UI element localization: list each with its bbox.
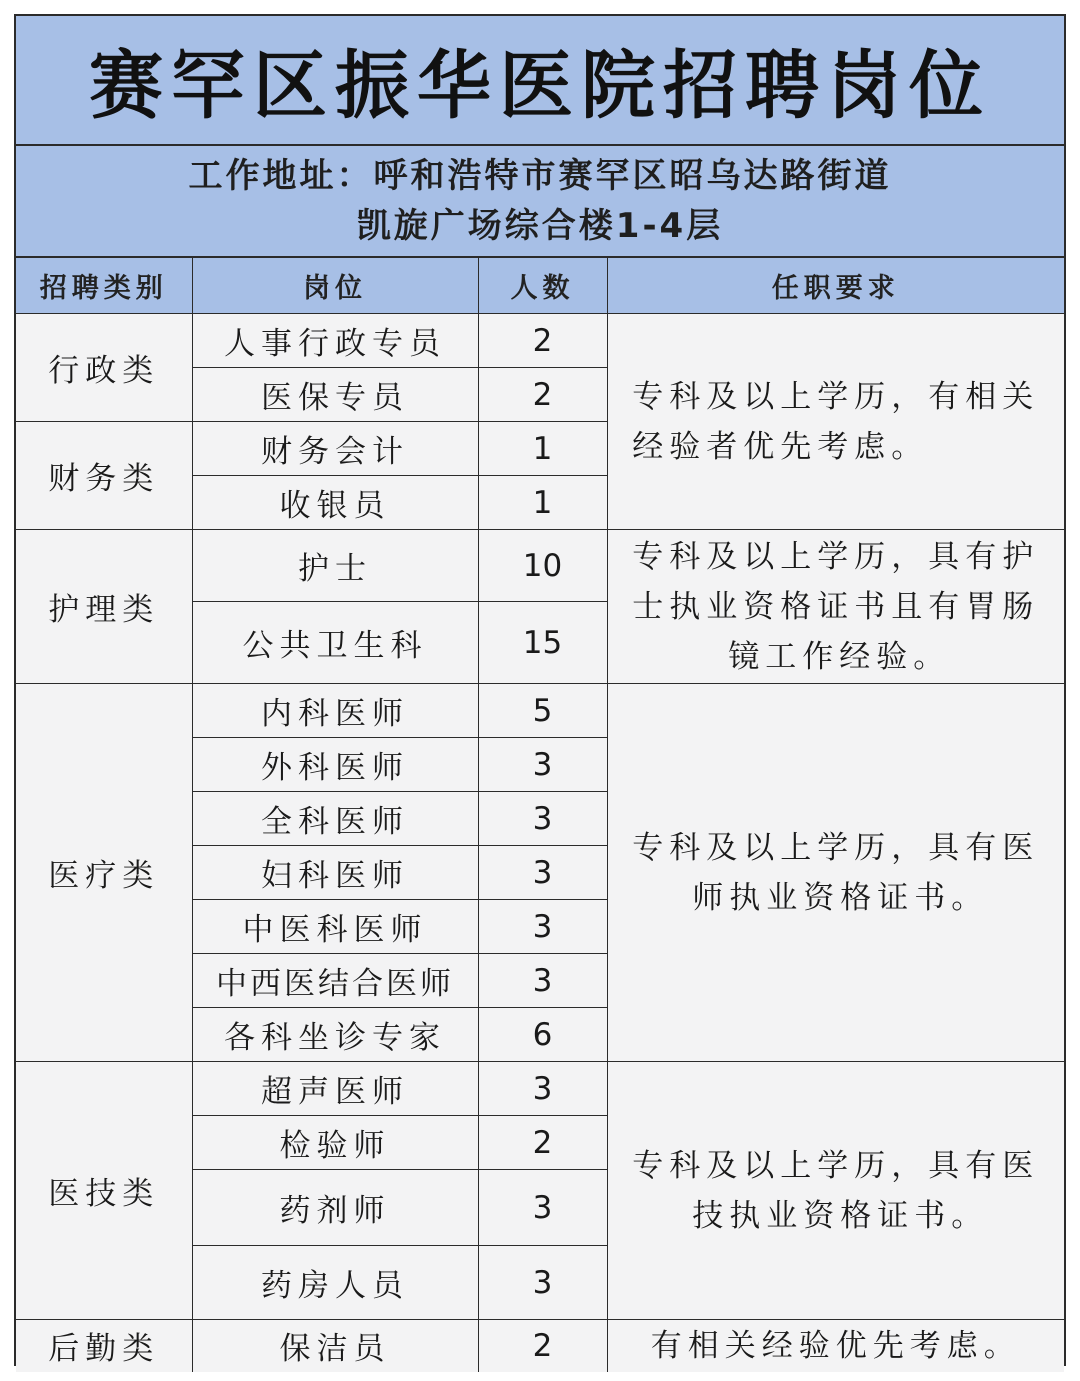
requirement-text bbox=[632, 372, 1039, 472]
count-cell: 3 bbox=[478, 1062, 607, 1116]
requirement-line: 专科及以上学历，具有护 bbox=[632, 538, 1040, 575]
position-cell: 财务会计 bbox=[192, 422, 478, 476]
requirement-cell bbox=[607, 1320, 1064, 1372]
position-cell: 人事行政专员 bbox=[192, 314, 478, 368]
requirement-line: 士执业资格证书且有胃肠 bbox=[632, 588, 1040, 625]
position-cell: 检验师 bbox=[192, 1116, 478, 1170]
address-line-2: 凯旋广场综合楼1-4层 bbox=[356, 206, 724, 246]
position-cell: 全科医师 bbox=[192, 792, 478, 846]
requirement-cell bbox=[607, 684, 1064, 1062]
address-line-1: 工作地址：呼和浩特市赛罕区昭乌达路街道 bbox=[188, 156, 892, 196]
category-cell: 后勤类 bbox=[16, 1320, 192, 1372]
requirement-line: 专科及以上学历，有相关 bbox=[632, 378, 1040, 415]
count-cell: 15 bbox=[478, 602, 607, 684]
category-cell: 护理类 bbox=[16, 530, 192, 684]
category-cell: 行政类 bbox=[16, 314, 192, 422]
requirement-line: 专科及以上学历，具有医 bbox=[632, 1147, 1040, 1184]
category-cell: 财务类 bbox=[16, 422, 192, 530]
header-position: 岗位 bbox=[192, 258, 478, 314]
category-cell: 医疗类 bbox=[16, 684, 192, 1062]
position-cell: 妇科医师 bbox=[192, 846, 478, 900]
position-cell: 护士 bbox=[192, 530, 478, 602]
count-cell: 2 bbox=[478, 1116, 607, 1170]
table-row bbox=[16, 530, 1064, 602]
position-cell: 医保专员 bbox=[192, 368, 478, 422]
table-row bbox=[16, 1320, 1064, 1372]
header-category: 招聘类别 bbox=[16, 258, 192, 314]
table-row bbox=[16, 314, 1064, 368]
count-cell: 3 bbox=[478, 954, 607, 1008]
work-address bbox=[16, 146, 1064, 258]
count-cell: 2 bbox=[478, 368, 607, 422]
count-cell: 2 bbox=[478, 314, 607, 368]
requirement-line: 经验者优先考虑。 bbox=[632, 428, 929, 465]
position-cell: 内科医师 bbox=[192, 684, 478, 738]
position-cell: 外科医师 bbox=[192, 738, 478, 792]
requirement-cell bbox=[607, 1062, 1064, 1320]
count-cell: 6 bbox=[478, 1008, 607, 1062]
position-cell: 各科坐诊专家 bbox=[192, 1008, 478, 1062]
positions-table bbox=[16, 258, 1064, 1372]
position-cell: 中医科医师 bbox=[192, 900, 478, 954]
count-cell: 3 bbox=[478, 846, 607, 900]
count-cell: 2 bbox=[478, 1320, 607, 1372]
count-cell: 10 bbox=[478, 530, 607, 602]
position-cell: 药剂师 bbox=[192, 1170, 478, 1246]
table-row bbox=[16, 684, 1064, 738]
count-cell: 3 bbox=[478, 738, 607, 792]
count-cell: 3 bbox=[478, 1246, 607, 1320]
count-cell: 3 bbox=[478, 792, 607, 846]
requirement-line: 有相关经验优先考虑。 bbox=[650, 1327, 1021, 1364]
count-cell: 1 bbox=[478, 476, 607, 530]
requirement-text bbox=[632, 823, 1039, 923]
requirement-cell bbox=[607, 314, 1064, 530]
recruitment-sheet bbox=[14, 14, 1066, 1366]
count-cell: 5 bbox=[478, 684, 607, 738]
count-cell: 3 bbox=[478, 900, 607, 954]
requirement-line: 专科及以上学历，具有医 bbox=[632, 829, 1040, 866]
position-cell: 中西医结合医师 bbox=[192, 954, 478, 1008]
header-requirements: 任职要求 bbox=[607, 258, 1064, 314]
requirement-text bbox=[632, 1141, 1039, 1241]
requirement-text bbox=[632, 532, 1039, 682]
count-cell: 3 bbox=[478, 1170, 607, 1246]
page-title: 赛罕区振华医院招聘岗位 bbox=[16, 16, 1064, 146]
requirement-cell bbox=[607, 530, 1064, 684]
header-row bbox=[16, 258, 1064, 314]
position-cell: 超声医师 bbox=[192, 1062, 478, 1116]
position-cell: 药房人员 bbox=[192, 1246, 478, 1320]
table-row bbox=[16, 1062, 1064, 1116]
requirement-line: 镜工作经验。 bbox=[728, 638, 951, 675]
position-cell: 公共卫生科 bbox=[192, 602, 478, 684]
requirement-line: 技执业资格证书。 bbox=[692, 1197, 989, 1234]
requirement-line: 师执业资格证书。 bbox=[692, 879, 989, 916]
category-cell: 医技类 bbox=[16, 1062, 192, 1320]
position-cell: 收银员 bbox=[192, 476, 478, 530]
position-cell: 保洁员 bbox=[192, 1320, 478, 1372]
count-cell: 1 bbox=[478, 422, 607, 476]
header-count: 人数 bbox=[478, 258, 607, 314]
